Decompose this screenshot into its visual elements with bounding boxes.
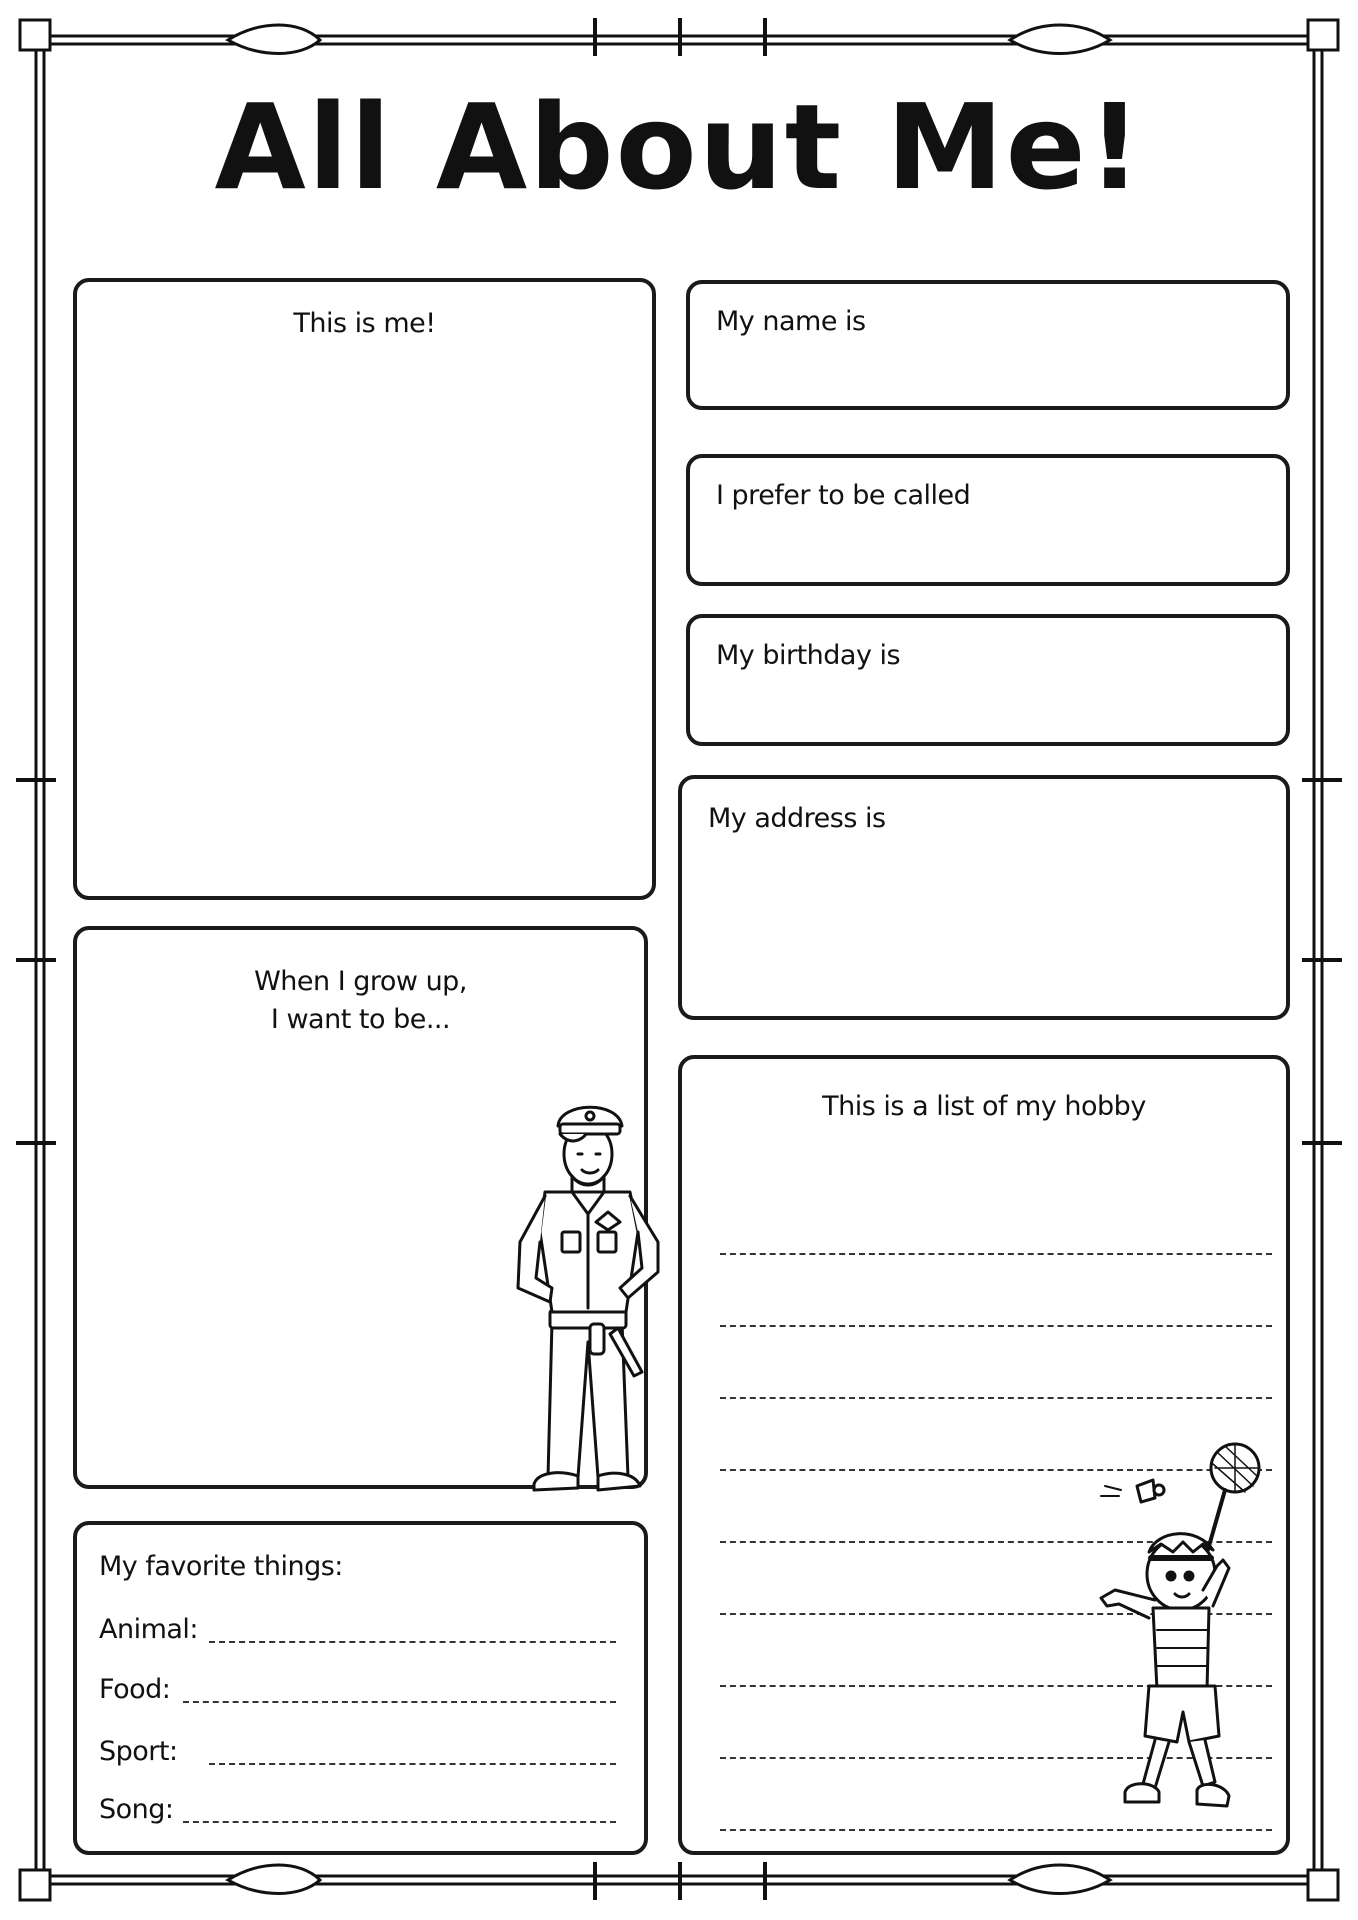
grow-up-line1: When I grow up, (254, 966, 467, 997)
address-label: My address is (708, 803, 886, 834)
favorite-sport-line[interactable] (209, 1763, 616, 1765)
police-officer-illustration (500, 1092, 680, 1502)
hobby-line[interactable] (720, 1325, 1272, 1327)
preferred-name-label: I prefer to be called (716, 480, 971, 511)
birthday-box[interactable] (686, 614, 1290, 746)
name-box[interactable] (686, 280, 1290, 410)
hobby-label: This is a list of my hobby (822, 1091, 1146, 1122)
favorite-song-row[interactable] (99, 1791, 616, 1831)
favorite-food-label: Food: (99, 1674, 171, 1705)
birthday-label: My birthday is (716, 640, 901, 671)
preferred-name-box[interactable] (686, 454, 1290, 586)
hobby-line[interactable] (720, 1253, 1272, 1255)
favorite-animal-label: Animal: (99, 1614, 199, 1645)
favorite-animal-line[interactable] (209, 1641, 616, 1643)
name-label: My name is (716, 306, 866, 337)
favorite-sport-label: Sport: (99, 1736, 178, 1767)
hobby-line[interactable] (720, 1397, 1272, 1399)
address-box[interactable] (678, 775, 1290, 1020)
this-is-me-label: This is me! (293, 308, 436, 339)
favorite-food-line[interactable] (183, 1701, 616, 1703)
favorite-song-line[interactable] (183, 1821, 616, 1823)
favorite-animal-row[interactable] (99, 1611, 616, 1651)
favorites-box[interactable] (73, 1521, 648, 1855)
favorite-food-row[interactable] (99, 1671, 616, 1711)
badminton-boy-illustration (1085, 1440, 1297, 1830)
favorites-heading: My favorite things: (99, 1551, 343, 1582)
favorite-song-label: Song: (99, 1794, 174, 1825)
page-title: All About Me! (214, 78, 1144, 216)
this-is-me-box[interactable] (73, 278, 656, 900)
grow-up-line2: I want to be... (270, 1004, 451, 1035)
favorite-sport-row[interactable] (99, 1733, 616, 1773)
